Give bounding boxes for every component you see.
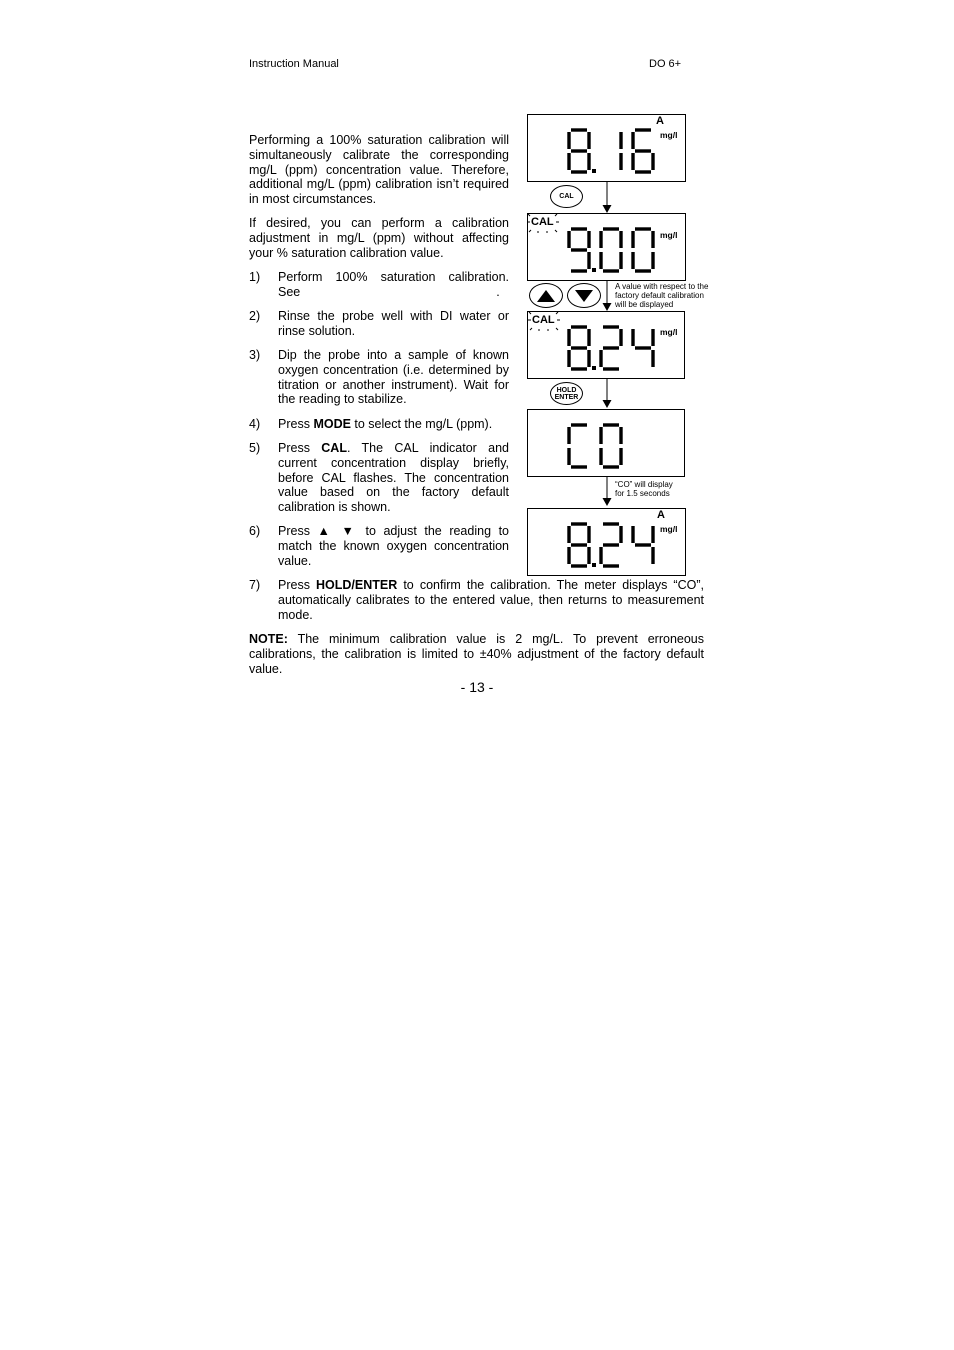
auto-indicator: A [657,509,665,521]
unit-label: mg/l [660,230,678,240]
step-number: 4) [249,417,261,431]
step-number: 6) [249,524,261,538]
co-display-note: “CO” will display for 1.5 seconds [615,480,673,498]
flash-marks-icon [527,212,559,234]
lcd-decimal-point [592,169,596,173]
auto-indicator: A [656,115,664,127]
step-text: Press MODE to select the mg/L (ppm). [278,417,493,431]
note-label: NOTE: [249,632,288,646]
seven-segment-readout [563,220,673,280]
step-text: Press ▲ ▼ to adjust the reading to match the known oxygen concentration value. [278,524,509,568]
lcd-digit [633,130,653,172]
triangle-down-icon [574,289,594,303]
step-text: Press HOLD/ENTER to confirm the calibration. The meter displays “CO”, automatically calibrates to the entered value, then returns to measurement mode. [278,578,704,622]
step-text: Perform 100% saturation calibration. See . [278,270,509,299]
lcd-decimal-point [592,366,596,370]
header-right: DO 6+ [649,58,682,70]
lcd-display-3 [527,311,685,379]
up-button[interactable] [529,283,563,308]
lcd-digit [601,425,621,467]
factory-default-note: A value with respect to the factory default calibration will be displayed [615,282,709,309]
enter-label: ENTER [554,393,579,401]
lcd-digit [633,526,653,564]
triangle-up-icon [536,289,556,303]
lcd-display-1 [527,114,686,182]
seven-segment-readout [563,515,673,575]
intro-paragraph-2: If desired, you can perform a calibration adjustment in mg/L (ppm) without affecting your % saturation calibration value. [249,216,509,260]
lcd-digit [569,130,596,173]
step-number: 1) [249,270,261,284]
cal-indicator-flashing: CAL [532,314,555,326]
intro-paragraph-1: Performing a 100% saturation calibration will simultaneously calibrate the corresponding mg/L (ppm) concentration value. Therefore, additional mg/L (ppm) calibration isn’t required in most circumstances. [249,133,509,207]
note-paragraph: NOTE: The minimum calibration value is 2 mg/L. To prevent erroneous calibrations, the calibration is limited to ±40% adjustment of the factory default value. [249,632,704,676]
down-button[interactable] [567,283,601,308]
seven-segment-readout [563,318,673,378]
seven-segment-readout [563,416,673,476]
cal-button[interactable]: CAL [550,185,583,208]
lcd-display-4 [527,409,685,477]
lcd-decimal-point [592,268,596,272]
header-left: Instruction Manual [249,58,339,70]
cal-indicator-flashing: CAL [531,216,554,228]
unit-label: mg/l [660,524,678,534]
step-number: 7) [249,578,261,592]
lcd-digit [633,329,653,367]
step-text: Press CAL. The CAL indicator and current concentration display briefly, before CAL flashes. The concentration value based on the factory default calibration is shown. [278,441,509,515]
lcd-digit [569,229,596,272]
lcd-digit [569,327,596,370]
step-number: 5) [249,441,261,455]
seven-segment-readout [563,121,673,181]
arrow-down-2 [601,281,613,313]
lcd-digit [569,425,587,467]
lcd-digit [601,524,621,566]
arrow-down-3 [601,379,613,411]
hold-label: HOLD [556,386,577,394]
unit-label: mg/l [660,130,678,140]
lcd-digit [569,524,596,567]
page-number: - 13 - [460,679,494,695]
lcd-decimal-point [592,563,596,567]
lcd-digit [601,229,621,271]
unit-label: mg/l [660,327,678,337]
hold-enter-button[interactable] [550,382,583,405]
arrow-down-4 [601,477,613,509]
lcd-digit [601,327,621,369]
flash-marks-icon [528,310,560,332]
step-number: 2) [249,309,261,323]
step-number: 3) [249,348,261,362]
arrow-down-1 [601,182,613,214]
step-text: Rinse the probe well with DI water or rinse solution. [278,309,509,338]
step-text: Dip the probe into a sample of known oxygen concentration (i.e. determined by titration or another instrument). Wait for the reading to stabilize. [278,348,509,407]
lcd-display-5 [527,508,686,576]
lcd-digit [633,229,653,271]
lcd-display-2 [527,213,686,281]
